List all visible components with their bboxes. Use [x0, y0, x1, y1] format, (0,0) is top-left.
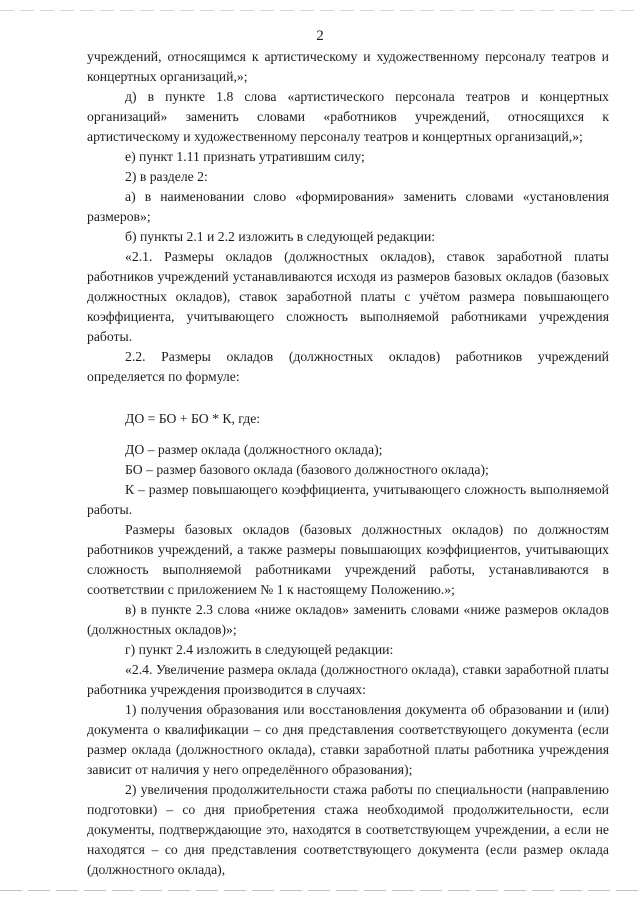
formula-line: ДО = БО + БО * К, где: [125, 411, 261, 426]
paragraph-item-d: д) в пункте 1.8 слова «артистического персонала театров и концертных организаций» заменить словами «работников учреждений, относящихся к артистическому и художественному персоналу театров и концертных организаций,»; [87, 89, 609, 144]
page-number: 2 [316, 28, 324, 44]
formula-definition-k: К – размер повышающего коэффициента, учитывающего сложность выполняемой работы. [87, 482, 609, 517]
paragraph-item-v: в) в пункте 2.3 слова «ниже окладов» заменить словами «ниже размеров окладов (должностных окладов)»; [87, 602, 609, 637]
paragraph-clause-2-2: 2.2. Размеры окладов (должностных окладов) работников учреждений определяется по формуле: [87, 349, 609, 384]
paragraph-section-2: 2) в разделе 2: [125, 169, 208, 184]
scan-top-edge [0, 10, 640, 11]
document-body [87, 47, 609, 880]
scan-bottom-edge [0, 890, 640, 891]
paragraph-clause-2-1: «2.1. Размеры окладов (должностных окладов), ставок заработной платы работников учреждений устанавливаются исходя из размеров базовых окладов (базовых должностных окладов), ставок заработной платы с учётом размера повышающего коэффициента, учитывающего сложность выполняемой работниками учреждения работы. [87, 249, 609, 344]
paragraph-case-2: 2) увеличения продолжительности стажа работы по специальности (направлению подготовки) – со дня приобретения стажа необходимой продолжительности, если документы, подтверждающие это, находятся в соответствующем учреждении, а если не находятся – со дня представления соответствующего документа (если размер оклада (должностного оклада), [87, 782, 609, 877]
formula-definition-bo: БО – размер базового оклада (базового должностного оклада); [125, 462, 489, 477]
paragraph-item-g: г) пункт 2.4 изложить в следующей редакции: [125, 642, 394, 657]
paragraph-item-a: а) в наименовании слово «формирования» заменить словами «установления размеров»; [87, 189, 609, 224]
paragraph-clause-2-4: «2.4. Увеличение размера оклада (должностного оклада), ставки заработной платы работника учреждения производится в случаях: [87, 662, 609, 697]
paragraph-case-1: 1) получения образования или восстановления документа об образовании и (или) документа о квалификации – со дня представления соответствующего документа (если размер оклада (должностного оклада), ставки заработной платы работника учреждения зависит от наличия у него определённого образования); [87, 702, 609, 777]
paragraph-item-b: б) пункты 2.1 и 2.2 изложить в следующей редакции: [125, 229, 436, 244]
paragraph-base-salaries: Размеры базовых окладов (базовых должностных окладов) по должностям работников учреждений, а также размеры повышающих коэффициентов, учитывающих сложность выполняемой работниками учреждений работы, устанавливаются в соответствии с приложением № 1 к настоящему Положению.»; [87, 522, 609, 597]
formula-definition-do: ДО – размер оклада (должностного оклада); [125, 442, 383, 457]
paragraph-continuation: учреждений, относящимся к артистическому и художественному персоналу театров и концертных организаций,»; [87, 49, 609, 84]
paragraph-item-e: е) пункт 1.11 признать утратившим силу; [125, 149, 365, 164]
